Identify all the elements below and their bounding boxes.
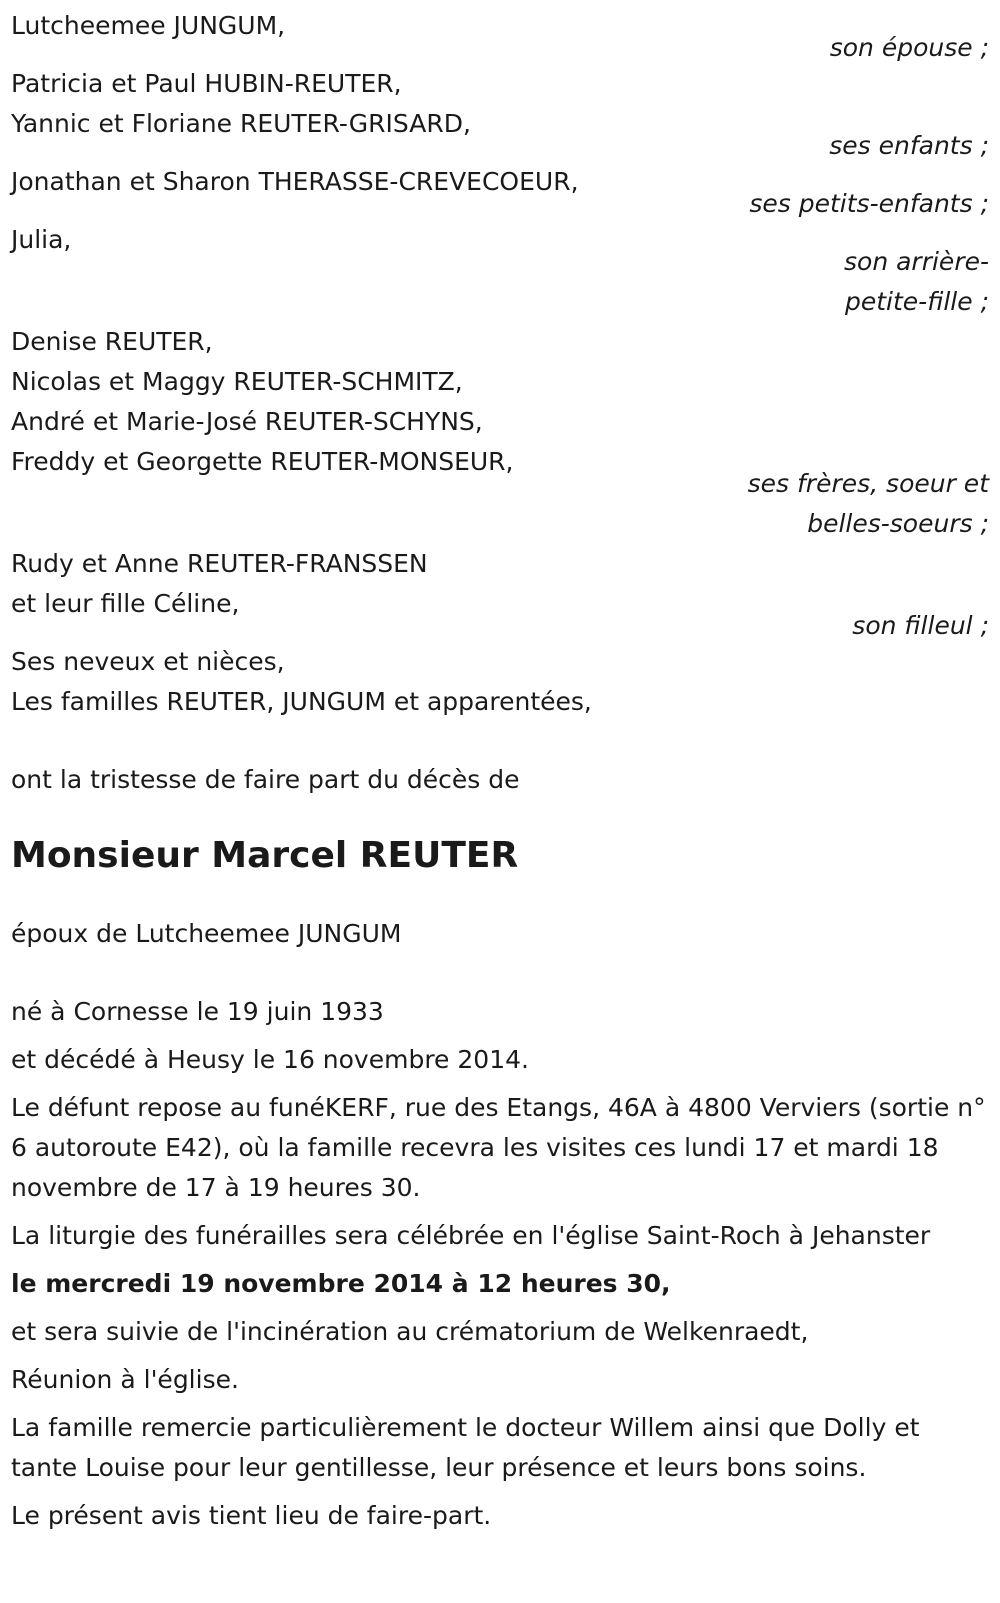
- family-name: et leur fille Céline,: [11, 589, 240, 618]
- died-line: et décédé à Heusy le 16 novembre 2014.: [11, 1045, 529, 1074]
- thanks-block: [11, 1408, 989, 1488]
- family-group-grandchildren: [11, 162, 989, 224]
- family-name: Lutcheemee JUNGUM,: [11, 11, 286, 40]
- repose-block: [11, 1088, 989, 1208]
- family-name: Jonathan et Sharon THERASSE-CREVECOEUR,: [11, 167, 579, 196]
- notice-block: [11, 1496, 989, 1536]
- family-role: son filleul ;: [852, 611, 989, 640]
- reunion-text: Réunion à l'église.: [11, 1365, 239, 1394]
- spouse-line: époux de Lutcheemee JUNGUM: [11, 919, 402, 948]
- family-name: Denise REUTER,: [11, 327, 213, 356]
- family-group-spouse: [11, 6, 989, 68]
- family-name: Rudy et Anne REUTER-FRANSSEN: [11, 549, 428, 578]
- notice-text: Le présent avis tient lieu de faire-part.: [11, 1501, 492, 1530]
- spouse-block: [11, 914, 989, 954]
- family-group-children: [11, 64, 989, 166]
- born-line: né à Cornesse le 19 juin 1933: [11, 997, 384, 1026]
- family-role: ses frères, soeur et: [747, 469, 989, 498]
- family-name: Ses neveux et nièces,: [11, 647, 285, 676]
- deceased-block: [11, 832, 989, 880]
- dates-block: [11, 992, 989, 1080]
- family-role: ses enfants ;: [829, 131, 989, 160]
- family-role: son arrière-: [844, 247, 989, 276]
- thanks-text: La famille remercie particulièrement le docteur Willem ainsi que Dolly et tante Louise pour leur gentillesse, leur présence et leurs bons soins.: [11, 1413, 920, 1482]
- family-name: André et Marie-José REUTER-SCHYNS,: [11, 407, 483, 436]
- family-name: Freddy et Georgette REUTER-MONSEUR,: [11, 447, 514, 476]
- family-group-extended: [11, 642, 989, 722]
- deceased-name: Monsieur Marcel REUTER: [11, 835, 519, 876]
- family-role: belles-soeurs ;: [807, 509, 989, 538]
- liturgy-date: le mercredi 19 novembre 2014 à 12 heures 30,: [11, 1269, 671, 1298]
- family-name: Julia,: [11, 225, 72, 254]
- liturgy-block: [11, 1216, 989, 1400]
- obituary-notice: [11, 6, 989, 1536]
- family-name: Patricia et Paul HUBIN-REUTER,: [11, 69, 402, 98]
- liturgy-text: La liturgie des funérailles sera célébrée en l'église Saint-Roch à Jehanster: [11, 1221, 931, 1250]
- family-group-great-grandchild: [11, 220, 989, 322]
- repose-text: Le défunt repose au funéKERF, rue des Etangs, 46A à 4800 Verviers (sortie n° 6 autoroute E42), où la famille recevra les visites ces lundi 17 et mardi 18 novembre de 17 à 19 heures 30.: [11, 1093, 986, 1202]
- family-name: Yannic et Floriane REUTER-GRISARD,: [11, 109, 471, 138]
- announcement: [11, 760, 989, 800]
- family-role: son épouse ;: [829, 33, 989, 62]
- family-name: Les familles REUTER, JUNGUM et apparentées,: [11, 687, 592, 716]
- announcement-text: ont la tristesse de faire part du décès de: [11, 765, 520, 794]
- family-name: Nicolas et Maggy REUTER-SCHMITZ,: [11, 367, 463, 396]
- family-group-godson: [11, 544, 989, 646]
- family-group-siblings: [11, 322, 989, 544]
- family-role: ses petits-enfants ;: [749, 189, 989, 218]
- family-role: petite-fille ;: [845, 287, 989, 316]
- incineration-text: et sera suivie de l'incinération au crématorium de Welkenraedt,: [11, 1317, 809, 1346]
